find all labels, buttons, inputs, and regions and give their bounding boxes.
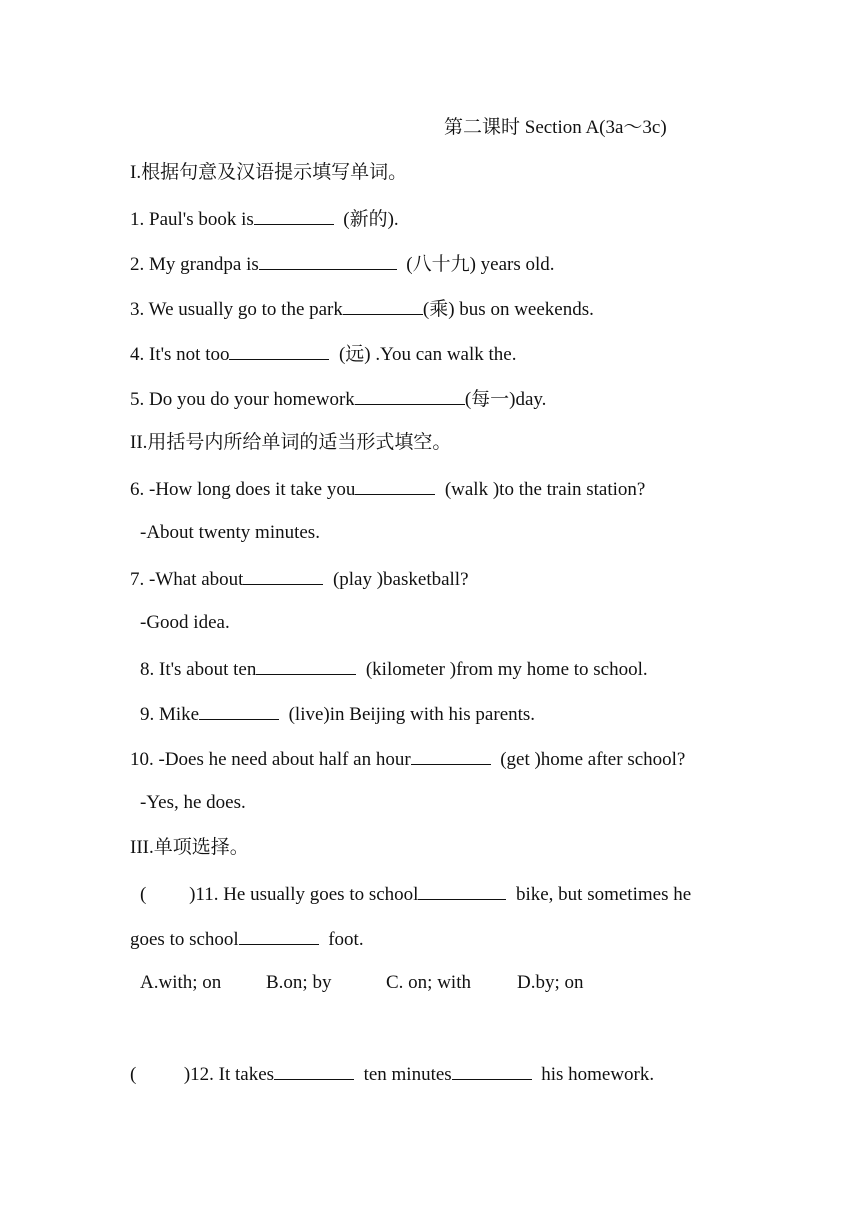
answer-paren[interactable]: ( )	[130, 1064, 191, 1085]
option-a[interactable]: A.with; on	[140, 972, 222, 993]
answer-blank[interactable]	[355, 386, 465, 405]
answer-blank[interactable]	[243, 566, 323, 585]
question-text: (play )basketball?	[323, 569, 469, 590]
question-text: (每一)day.	[464, 389, 547, 410]
answer-blank[interactable]	[256, 656, 356, 675]
question-8	[140, 656, 648, 682]
question-6-answer: -About twenty minutes.	[140, 522, 320, 543]
question-text: (get )home after school?	[490, 749, 686, 770]
answer-blank[interactable]	[259, 251, 397, 270]
answer-blank[interactable]	[343, 296, 423, 315]
option-d[interactable]: D.by; on	[517, 972, 584, 993]
question-text: (新的).	[333, 209, 399, 230]
question-10-answer: -Yes, he does.	[140, 792, 246, 813]
section-1-heading: I.根据句意及汉语提示填写单词。	[130, 162, 408, 183]
answer-paren[interactable]: ( )	[140, 884, 196, 905]
question-text: 1. Paul's book is	[130, 209, 254, 230]
question-text: 4. It's not too	[130, 344, 230, 365]
answer-blank[interactable]	[452, 1061, 532, 1080]
question-1	[130, 206, 399, 232]
question-text: his homework.	[531, 1064, 655, 1085]
question-text: ten minutes	[354, 1064, 452, 1085]
option-c[interactable]: C. on; with	[386, 972, 471, 993]
question-12	[130, 1061, 654, 1087]
question-10	[130, 746, 685, 772]
answer-blank[interactable]	[229, 341, 329, 360]
answer-blank[interactable]	[239, 926, 319, 945]
option-b[interactable]: B.on; by	[266, 972, 332, 993]
question-text: 10. -Does he need about half an hour	[130, 749, 411, 770]
question-5	[130, 386, 546, 412]
question-11-line-1	[140, 881, 691, 907]
question-text: 2. My grandpa is	[130, 254, 259, 275]
question-2	[130, 251, 555, 277]
page-title: 第二课时 Section A(3a～3c)	[444, 117, 667, 138]
question-text: 8. It's about ten	[140, 659, 257, 680]
question-7	[130, 566, 469, 592]
answer-blank[interactable]	[254, 206, 334, 225]
question-6	[130, 476, 645, 502]
question-text: 6. -How long does it take you	[130, 479, 356, 500]
question-11-line-2	[130, 926, 364, 952]
answer-blank[interactable]	[418, 881, 506, 900]
answer-blank[interactable]	[411, 746, 491, 765]
question-text: (八十九) years old.	[396, 254, 555, 275]
question-text: (乘) bus on weekends.	[422, 299, 594, 320]
question-text: 12. It takes	[190, 1064, 275, 1085]
question-text: (live)in Beijing with his parents.	[279, 704, 536, 725]
answer-blank[interactable]	[355, 476, 435, 495]
question-text: bike, but sometimes he	[506, 884, 692, 905]
question-text: 3. We usually go to the park	[130, 299, 343, 320]
question-text: (远) .You can walk the.	[329, 344, 517, 365]
question-7-answer: -Good idea.	[140, 612, 230, 633]
question-4	[130, 341, 516, 367]
question-text: (kilometer )from my home to school.	[356, 659, 648, 680]
question-text: goes to school	[130, 929, 239, 950]
question-9	[140, 701, 535, 727]
answer-blank[interactable]	[199, 701, 279, 720]
question-text: 11. He usually goes to school	[195, 884, 419, 905]
question-text: (walk )to the train station?	[435, 479, 646, 500]
question-text: foot.	[318, 929, 364, 950]
question-text: 5. Do you do your homework	[130, 389, 355, 410]
question-text: 9. Mike	[140, 704, 200, 725]
question-3	[130, 296, 594, 322]
section-2-heading: II.用括号内所给单词的适当形式填空。	[130, 432, 452, 453]
answer-blank[interactable]	[274, 1061, 354, 1080]
section-3-heading: III.单项选择。	[130, 837, 249, 858]
question-text: 7. -What about	[130, 569, 244, 590]
